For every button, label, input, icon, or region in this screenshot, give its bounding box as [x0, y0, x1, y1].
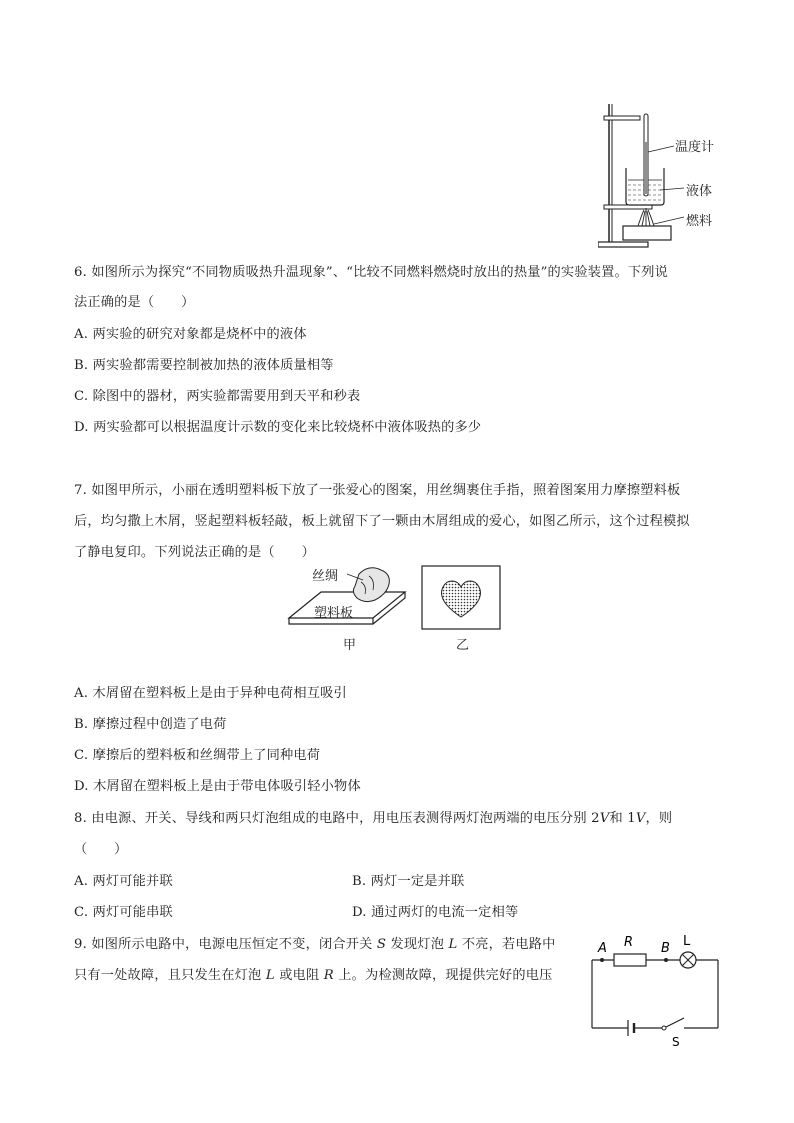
q9-var-l: L — [448, 937, 458, 952]
circuit-label-s: S — [672, 1035, 680, 1049]
q8-unit-v1: V — [599, 811, 610, 826]
circuit-label-r: R — [624, 935, 634, 950]
q9-var-s: S — [376, 937, 387, 952]
q8-stem-b: 和 1 — [609, 811, 636, 826]
fuel-lamp — [623, 226, 671, 240]
q9-line1-a: 9. 如图所示电路中，电源电压恒定不变，闭合开关 — [74, 937, 377, 952]
q9-line1-b: 发现灯泡 — [386, 937, 449, 952]
circuit-label-a: A — [598, 941, 607, 956]
label-thermometer: 温度计 — [675, 140, 715, 155]
q7-option-c: C. 摩擦后的塑料板和丝绸带上了同种电荷 — [74, 748, 321, 763]
q8-stem-a: 8. 由电源、开关、导线和两只灯泡组成的电路中，用电压表测得两灯泡两端的电压分别 2 — [74, 811, 600, 826]
q8-stem-c: ，则 — [645, 811, 673, 826]
q8-stem-line2: （ ） — [74, 842, 128, 857]
label-liquid: 液体 — [686, 184, 713, 199]
node-a — [600, 958, 604, 962]
q7-stem-line3: 了静电复印。下列说法正确的是（ ） — [74, 545, 315, 560]
q6-option-b: B. 两实验都需要控制被加热的液体质量相等 — [74, 358, 334, 373]
circuit-label-l: L — [683, 934, 691, 949]
label-fuel: 燃料 — [686, 214, 713, 229]
label-plastic-board: 塑料板 — [314, 606, 354, 621]
q6-stem-line2: 法正确的是（ ） — [74, 295, 195, 310]
q7-stem-line1: 7. 如图甲所示，小丽在透明塑料板下放了一张爱心的图案，用丝绸裹住手指，照着图案用力摩擦塑料板 — [74, 483, 681, 498]
q9-line2-c: 上。为检测故障，现提供完好的电压 — [333, 968, 553, 983]
stand-base — [598, 242, 648, 247]
caption-jia: 甲 — [343, 638, 357, 653]
q8-unit-v2: V — [635, 811, 646, 826]
q9-line2-a: 只有一处故障，且只发生在灯泡 — [74, 968, 266, 983]
q6-option-c: C. 除图中的器材，两实验都需要用到天平和秒表 — [74, 389, 361, 404]
label-silk: 丝绸 — [312, 569, 339, 584]
q6-option-a: A. 两实验的研究对象都是烧杯中的液体 — [74, 327, 307, 342]
q8-option-c: C. 两灯可能串联 — [74, 905, 173, 920]
q7-option-a: A. 木屑留在塑料板上是由于异种电荷相互吸引 — [74, 686, 347, 701]
switch-s — [662, 1026, 666, 1030]
q9-line1-c: 不亮，若电路中 — [457, 937, 556, 952]
q9-line1 — [74, 933, 556, 952]
q9-line2 — [74, 964, 552, 983]
q8-option-d: D. 通过两灯的电流一定相等 — [352, 905, 519, 920]
q6-stem-line1: 6. 如图所示为探究“不同物质吸热升温现象”、“比较不同燃料燃烧时放出的热量”的实验装置。下列说 — [74, 265, 669, 280]
circuit-label-b: B — [661, 941, 670, 956]
figure-yi — [421, 565, 501, 630]
q7-stem-line2: 后，均匀撒上木屑，竖起塑料板轻敲，板上就留下了一颗由木屑组成的爱心，如图乙所示，这个过程模拟 — [74, 514, 690, 529]
q7-option-b: B. 摩擦过程中创造了电荷 — [74, 717, 227, 732]
flame — [638, 208, 654, 226]
q9-var-l2: L — [265, 968, 275, 983]
ring-support — [604, 205, 652, 209]
q8-option-b: B. 两灯一定是并联 — [352, 874, 465, 889]
q9-line2-b: 或电阻 — [274, 968, 324, 983]
q7-option-d: D. 木屑留在塑料板上是由于带电体吸引轻小物体 — [74, 779, 361, 794]
q9-var-r: R — [323, 968, 334, 983]
caption-yi: 乙 — [456, 638, 470, 653]
circuit-diagram — [588, 930, 728, 1050]
q8-stem-line1 — [74, 807, 672, 826]
q8-option-a: A. 两灯可能并联 — [74, 874, 173, 889]
q6-option-d: D. 两实验都可以根据温度计示数的变化来比较烧杯中液体吸热的多少 — [74, 420, 482, 435]
resistor-r — [614, 954, 646, 966]
node-b — [664, 958, 668, 962]
